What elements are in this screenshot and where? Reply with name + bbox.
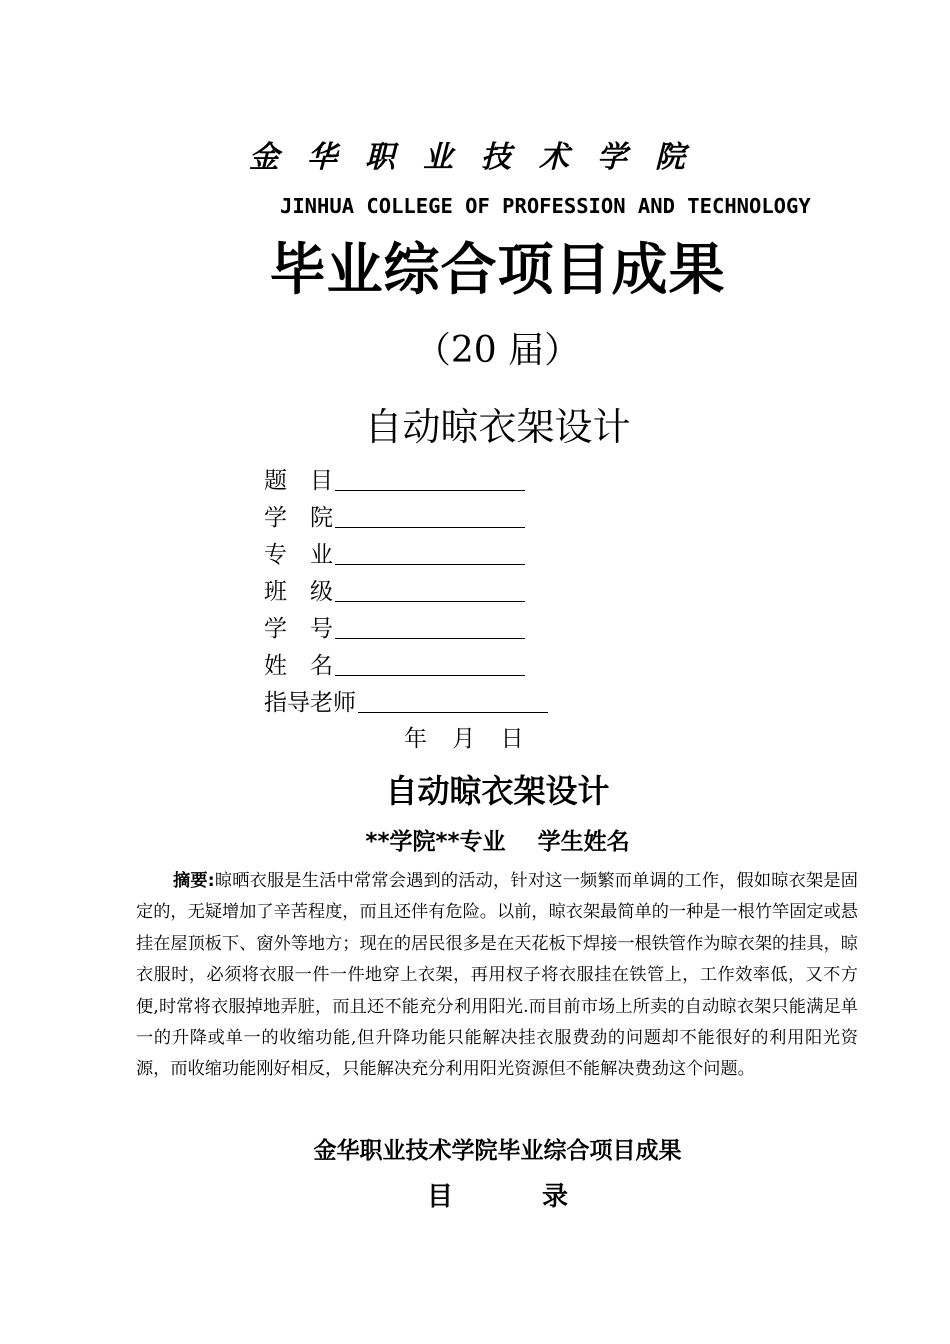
abstract-title: 自动晾衣架设计 <box>385 772 610 810</box>
form-label: 学 号 <box>264 616 333 642</box>
cover-project-name: 自动晾衣架设计 <box>364 405 631 449</box>
form-row-advisor <box>264 680 548 717</box>
form-blank-line <box>335 527 525 528</box>
form-label: 学 院 <box>264 505 333 531</box>
form-row-topic <box>264 458 548 495</box>
report-series-title: 金华职业技术学院毕业综合项目成果 <box>313 1138 682 1164</box>
form-label: 专 业 <box>264 542 333 568</box>
form-blank-line <box>335 564 525 565</box>
author-line: **学院**专业 学生姓名 <box>365 829 630 855</box>
college-name-chinese: 金华职业技术学院 <box>249 140 713 175</box>
form-row-major <box>264 532 548 569</box>
form-label: 姓 名 <box>264 653 333 679</box>
form-label: 指导老师 <box>264 690 356 716</box>
form-blank-line <box>335 638 525 639</box>
form-row-name <box>264 643 548 680</box>
abstract-label: 摘要: <box>173 871 215 891</box>
cover-info-form <box>264 458 548 717</box>
form-blank-line <box>335 490 525 491</box>
form-row-student-id <box>264 606 548 643</box>
form-label: 班 级 <box>264 579 333 605</box>
form-row-class <box>264 569 548 606</box>
college-name-english: JINHUA COLLEGE OF PROFESSION AND TECHNOLOGY <box>280 194 811 218</box>
form-row-college <box>264 495 548 532</box>
abstract-paragraph <box>136 866 858 1086</box>
form-blank-line <box>335 675 525 676</box>
table-of-contents-heading: 目 录 <box>426 1182 569 1212</box>
form-label: 题 目 <box>264 468 333 494</box>
cover-session: （20 届） <box>414 330 581 371</box>
cover-date: 年 月 日 <box>404 726 524 752</box>
abstract-text: 晾晒衣服是生活中常常会遇到的活动，针对这一频繁而单调的工作，假如晾衣架是固定的，无疑增加了辛苦程度，而且还伴有危险。以前，晾衣架最简单的一种是一根竹竿固定或悬挂在屋顶板下、窗外等地方；现在的居民很多是在天花板下焊接一根铁管作为晾衣架的挂具，晾衣服时，必须将衣服一件一件地穿上衣架，再用杈子将衣服挂在铁管上，工作效率低，又不方便,时常将衣服掉地弄脏，而且还不能充分利用阳光.而目前市场上所卖的自动晾衣架只能满足单一的升降或单一的收缩功能,但升降功能只能解决挂衣服费劲的问题却不能很好的利用阳光资源，而收缩功能刚好相反，只能解决充分利用阳光资源但不能解决费劲这个问题。 <box>136 871 858 1080</box>
cover-main-title: 毕业综合项目成果 <box>269 238 726 303</box>
form-blank-line <box>335 601 525 602</box>
form-blank-line <box>358 712 548 713</box>
